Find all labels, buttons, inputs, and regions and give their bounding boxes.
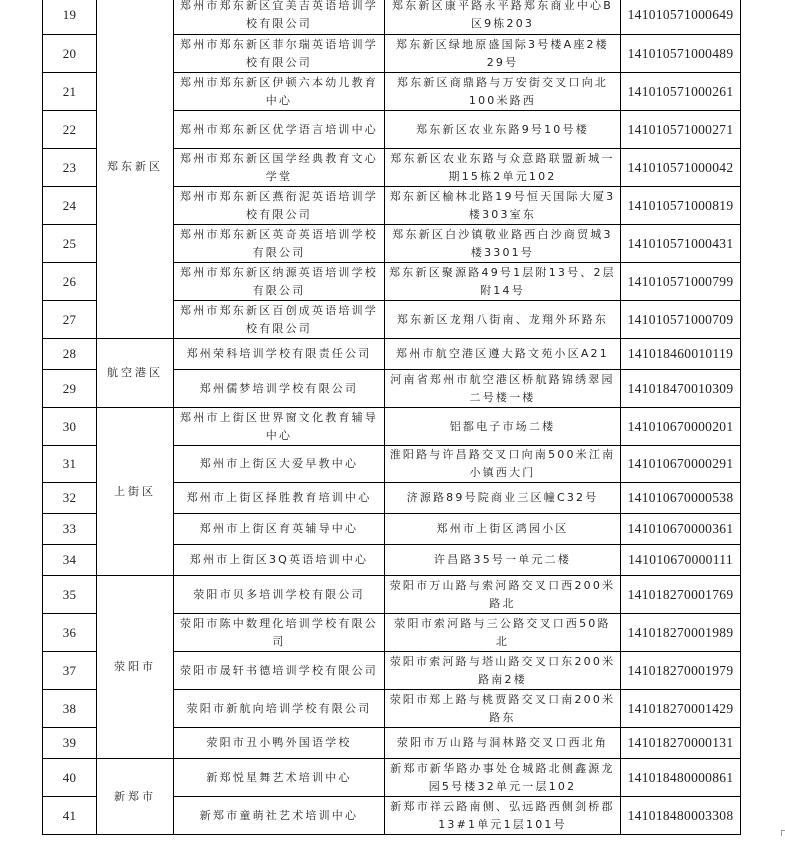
institution-name-cell: 郑州市郑东新区纳源英语培训学校有限公司 (174, 263, 385, 301)
table-row (43, 576, 741, 614)
license-code-cell: 141010571000649 (621, 0, 741, 35)
address-cell: 郑东新区商鼎路与万安街交叉口向北100米路西 (385, 73, 621, 111)
institution-name-cell: 荥阳市晟轩书德培训学校有限公司 (174, 652, 385, 690)
address-cell: 淮阳路与许昌路交叉口向南500米江南小镇西大门 (385, 446, 621, 483)
institution-name-cell: 郑州市郑东新区伊顿六本幼儿教育中心 (174, 73, 385, 111)
license-code-cell: 141018470010309 (621, 370, 741, 408)
institution-name-cell: 郑州市上街区大爱早教中心 (174, 446, 385, 483)
license-code-cell: 141010571000042 (621, 149, 741, 187)
address-cell: 郑东新区农业东路9号10号楼 (385, 111, 621, 149)
license-code-cell: 141018270001769 (621, 576, 741, 614)
license-code-cell: 141018270000131 (621, 728, 741, 759)
license-code-cell: 141018460010119 (621, 339, 741, 370)
row-number-cell: 41 (43, 797, 97, 835)
address-cell: 新郑市新华路办事处仓城路北侧鑫源龙园5号楼32单元一层102 (385, 759, 621, 797)
row-number-cell: 31 (43, 446, 97, 483)
institution-name-cell: 郑州儒梦培训学校有限公司 (174, 370, 385, 408)
license-code-cell: 141010571000261 (621, 73, 741, 111)
institution-name-cell: 郑州市郑东新区燕衔泥英语培训学校有限公司 (174, 187, 385, 225)
document-page (42, 0, 741, 835)
license-code-cell: 141018270001979 (621, 652, 741, 690)
license-code-cell: 141010670000201 (621, 408, 741, 446)
license-code-cell: 141018270001989 (621, 614, 741, 652)
row-number-cell: 23 (43, 149, 97, 187)
table-row (43, 759, 741, 797)
row-number-cell: 36 (43, 614, 97, 652)
license-code-cell: 141010571000489 (621, 35, 741, 73)
institution-name-cell: 郑州市上街区育英辅导中心 (174, 514, 385, 545)
address-cell: 铝都电子市场二楼 (385, 408, 621, 446)
license-code-cell: 141010571000271 (621, 111, 741, 149)
address-cell: 荥阳市万山路与洞林路交叉口西北角 (385, 728, 621, 759)
institution-name-cell: 郑州市上街区择胜教育培训中心 (174, 483, 385, 514)
row-number-cell: 35 (43, 576, 97, 614)
row-number-cell: 24 (43, 187, 97, 225)
table-row (43, 339, 741, 370)
institution-name-cell: 荥阳市贝多培训学校有限公司 (174, 576, 385, 614)
address-cell: 郑州市航空港区遵大路文苑小区A21 (385, 339, 621, 370)
address-cell: 郑东新区农业东路与众意路联盟新城一期15栋2单元102 (385, 149, 621, 187)
row-number-cell: 39 (43, 728, 97, 759)
district-cell: 荥阳市 (97, 576, 174, 759)
table-row (43, 408, 741, 446)
row-number-cell: 38 (43, 690, 97, 728)
training-institutions-table (42, 0, 741, 835)
institution-name-cell: 郑州市郑东新区菲尔瑞英语培训学校有限公司 (174, 35, 385, 73)
row-number-cell: 37 (43, 652, 97, 690)
license-code-cell: 141010670000291 (621, 446, 741, 483)
row-number-cell: 40 (43, 759, 97, 797)
row-number-cell: 34 (43, 545, 97, 576)
table-body (43, 0, 741, 835)
address-cell: 荥阳市郑上路与桃贾路交叉口南200米路东 (385, 690, 621, 728)
institution-name-cell: 郑州市郑东新区宜美吉英语培训学校有限公司 (174, 0, 385, 35)
address-cell: 郑东新区榆林北路19号恒天国际大厦3楼303室东 (385, 187, 621, 225)
row-number-cell: 33 (43, 514, 97, 545)
institution-name-cell: 郑州市郑东新区百创成英语培训学校有限公司 (174, 301, 385, 339)
row-number-cell: 26 (43, 263, 97, 301)
institution-name-cell: 郑州荣科培训学校有限责任公司 (174, 339, 385, 370)
license-code-cell: 141018480003308 (621, 797, 741, 835)
row-number-cell: 30 (43, 408, 97, 446)
license-code-cell: 141018270001429 (621, 690, 741, 728)
license-code-cell: 141010571000431 (621, 225, 741, 263)
license-code-cell: 141018480000861 (621, 759, 741, 797)
institution-name-cell: 荥阳市新航向培训学校有限公司 (174, 690, 385, 728)
address-cell: 荥阳市万山路与索河路交叉口西200米路北 (385, 576, 621, 614)
address-cell: 河南省郑州市航空港区桥航路锦绣翠园二号楼一楼 (385, 370, 621, 408)
row-number-cell: 28 (43, 339, 97, 370)
address-cell: 郑东新区白沙镇敬业路西白沙商贸城3楼3301号 (385, 225, 621, 263)
row-number-cell: 19 (43, 0, 97, 35)
page-corner-mark (781, 830, 785, 836)
row-number-cell: 21 (43, 73, 97, 111)
institution-name-cell: 荥阳市丑小鸭外国语学校 (174, 728, 385, 759)
row-number-cell: 25 (43, 225, 97, 263)
district-cell: 新郑市 (97, 759, 174, 835)
address-cell: 济源路89号院商业三区幢C32号 (385, 483, 621, 514)
address-cell: 郑东新区聚源路49号1层附13号、2层附14号 (385, 263, 621, 301)
institution-name-cell: 新郑悦星舞艺术培训中心 (174, 759, 385, 797)
institution-name-cell: 郑州市郑东新区英奇英语培训学校有限公司 (174, 225, 385, 263)
institution-name-cell: 郑州市上街区世界窗文化教育辅导中心 (174, 408, 385, 446)
address-cell: 新郑市祥云路南侧、弘远路西侧剑桥郡13#1单元1层101号 (385, 797, 621, 835)
institution-name-cell: 荥阳市陈中数理化培训学校有限公司 (174, 614, 385, 652)
address-cell: 荥阳市索河路与三公路交叉口西50路北 (385, 614, 621, 652)
institution-name-cell: 郑州市郑东新区优学语言培训中心 (174, 111, 385, 149)
license-code-cell: 141010571000799 (621, 263, 741, 301)
address-cell: 荥阳市索河路与塔山路交叉口东200米路南2楼 (385, 652, 621, 690)
institution-name-cell: 新郑市童萌社艺术培训中心 (174, 797, 385, 835)
license-code-cell: 141010571000819 (621, 187, 741, 225)
license-code-cell: 141010670000111 (621, 545, 741, 576)
district-cell: 航空港区 (97, 339, 174, 408)
table-row (43, 0, 741, 35)
district-cell: 上街区 (97, 408, 174, 576)
address-cell: 许昌路35号一单元二楼 (385, 545, 621, 576)
district-cell: 郑东新区 (97, 0, 174, 339)
license-code-cell: 141010670000538 (621, 483, 741, 514)
address-cell: 郑州市上街区鸿园小区 (385, 514, 621, 545)
license-code-cell: 141010670000361 (621, 514, 741, 545)
institution-name-cell: 郑州市上街区3Q英语培训中心 (174, 545, 385, 576)
row-number-cell: 27 (43, 301, 97, 339)
row-number-cell: 20 (43, 35, 97, 73)
license-code-cell: 141010571000709 (621, 301, 741, 339)
address-cell: 郑东新区绿地原盛国际3号楼A座2楼29号 (385, 35, 621, 73)
address-cell: 郑东新区龙翔八街南、龙翔外环路东 (385, 301, 621, 339)
row-number-cell: 22 (43, 111, 97, 149)
address-cell: 郑东新区康平路永平路郑东商业中心B区9栋203 (385, 0, 621, 35)
institution-name-cell: 郑州市郑东新区国学经典教育文心学堂 (174, 149, 385, 187)
row-number-cell: 29 (43, 370, 97, 408)
row-number-cell: 32 (43, 483, 97, 514)
